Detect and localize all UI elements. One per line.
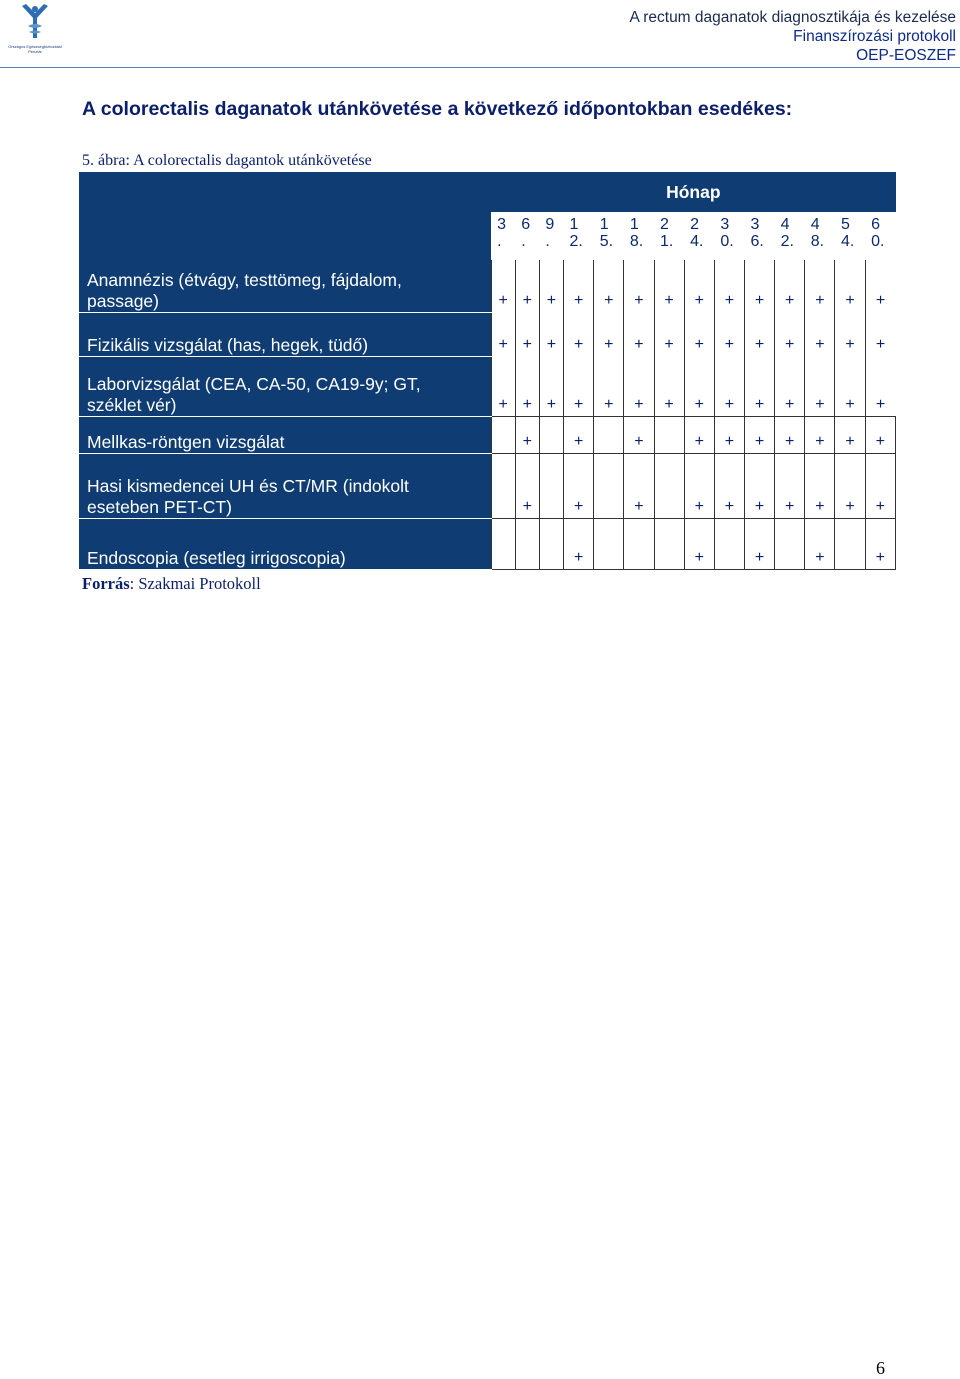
schedule-cell [775, 519, 805, 570]
figure-caption: 5. ábra: A colorectalis dagantok utánkövetése [82, 152, 372, 169]
schedule-cell: + [805, 454, 835, 519]
row-label-line: Anamnézis (étvágy, testtömeg, fájdalom, [87, 269, 402, 290]
table-row [79, 417, 896, 454]
month-header-part: 5 [840, 216, 850, 233]
schedule-cell: + [515, 454, 539, 519]
schedule-cell: + [744, 519, 774, 570]
schedule-cell: + [624, 356, 654, 417]
schedule-cell: + [654, 260, 684, 312]
month-header-part: . [521, 233, 526, 250]
month-header-part: 1 [569, 216, 579, 233]
month-header [684, 212, 714, 260]
schedule-cell [714, 519, 744, 570]
month-header-part: 6 [521, 216, 531, 233]
schedule-cell [594, 417, 624, 454]
schedule-cell: + [564, 312, 594, 356]
schedule-cell: + [775, 356, 805, 417]
month-header-part: 1 [629, 216, 639, 233]
schedule-cell: + [744, 260, 774, 312]
schedule-cell: + [654, 356, 684, 417]
schedule-cell: + [835, 260, 865, 312]
row-label [79, 417, 491, 454]
schedule-cell: + [624, 260, 654, 312]
schedule-cell [654, 454, 684, 519]
month-header-part: 5. [599, 233, 614, 250]
row-label-line: Fizikális vizsgálat (has, hegek, tüdő) [87, 334, 369, 355]
row-label-line: Endoscopia (esetleg irrigoscopia) [87, 548, 346, 568]
schedule-cell [594, 454, 624, 519]
month-header-part: 4. [840, 233, 855, 250]
month-header-part: 6. [750, 233, 764, 250]
month-header-part: 3 [720, 216, 730, 233]
month-header-part: . [545, 233, 550, 250]
source-text: : Szakmai Protokoll [129, 574, 261, 593]
month-header [744, 212, 774, 260]
schedule-cell: + [714, 417, 744, 454]
schedule-cell [835, 519, 865, 570]
schedule-cell: + [865, 417, 895, 454]
month-header-part: 2. [780, 233, 794, 250]
schedule-cell: + [684, 454, 714, 519]
schedule-cell [624, 519, 654, 570]
schedule-cell: + [835, 454, 865, 519]
logo-caption: Országos Egészségbiztosítási Pénztár [8, 44, 62, 54]
month-header-part: 2. [569, 233, 583, 250]
month-header-part: 3 [750, 216, 760, 233]
schedule-cell: + [835, 356, 865, 417]
month-header-part: 4 [810, 216, 820, 233]
month-header-part: 1 [599, 216, 609, 233]
schedule-cell: + [624, 417, 654, 454]
schedule-cell: + [865, 260, 895, 312]
schedule-cell: + [714, 312, 744, 356]
header-divider [0, 67, 960, 68]
schedule-cell: + [714, 356, 744, 417]
header-title: A rectum daganatok diagnosztikája és kezelése [629, 9, 956, 26]
table-row [79, 454, 896, 519]
schedule-cell: + [654, 312, 684, 356]
month-header [564, 212, 594, 260]
header-subtitle: Finanszírozási protokoll [793, 28, 956, 45]
row-label-line: széklet vér) [87, 395, 177, 415]
month-group-header: Hónap [491, 172, 895, 212]
schedule-cell [654, 417, 684, 454]
schedule-cell [491, 519, 515, 570]
page-number: 6 [876, 1358, 885, 1378]
schedule-cell: + [805, 260, 835, 312]
month-header [515, 212, 539, 260]
month-header-part: . [497, 233, 502, 250]
schedule-cell [654, 519, 684, 570]
month-header [594, 212, 624, 260]
schedule-cell: + [594, 356, 624, 417]
schedule-cell: + [744, 454, 774, 519]
document-header [629, 8, 956, 65]
schedule-cell: + [775, 417, 805, 454]
row-label-line: eseteben PET-CT) [87, 497, 232, 517]
section-heading: A colorectalis daganatok utánkövetése a következő időpontokban esedékes: [82, 98, 793, 120]
schedule-cell: + [805, 312, 835, 356]
month-header-part: 1. [660, 233, 674, 250]
month-header-part: 6 [871, 216, 880, 233]
schedule-cell: + [714, 454, 744, 519]
month-header-part: 0. [720, 233, 734, 250]
schedule-cell: + [684, 417, 714, 454]
row-label-line: Laborvizsgálat (CEA, CA-50, CA19-9y; GT, [87, 374, 421, 394]
schedule-cell: + [684, 356, 714, 417]
schedule-cell: + [491, 260, 515, 312]
month-header-part: 2 [660, 216, 669, 233]
month-header-part: 2 [690, 216, 700, 233]
schedule-cell: + [491, 356, 515, 417]
schedule-cell: + [564, 260, 594, 312]
table-row [79, 519, 896, 570]
logo [0, 0, 70, 58]
row-label-line: passage) [87, 290, 159, 311]
month-header [865, 212, 895, 260]
schedule-cell [491, 454, 515, 519]
schedule-cell: + [744, 312, 774, 356]
month-header-part: 8. [629, 233, 644, 250]
schedule-cell: + [564, 454, 594, 519]
schedule-cell: + [865, 519, 895, 570]
month-header [775, 212, 805, 260]
schedule-cell [594, 519, 624, 570]
schedule-cell: + [835, 312, 865, 356]
logo-mark-icon [0, 0, 70, 44]
schedule-cell: + [515, 417, 539, 454]
schedule-cell: + [805, 417, 835, 454]
row-label [79, 260, 491, 312]
month-header [714, 212, 744, 260]
table-row [79, 356, 896, 417]
schedule-cell: + [564, 356, 594, 417]
schedule-cell: + [775, 260, 805, 312]
row-label [79, 312, 491, 356]
schedule-cell: + [684, 312, 714, 356]
schedule-cell: + [865, 454, 895, 519]
schedule-cell: + [865, 312, 895, 356]
schedule-cell: + [865, 356, 895, 417]
month-header [654, 212, 684, 260]
schedule-cell [539, 417, 563, 454]
schedule-cell: + [564, 519, 594, 570]
header-org: OEP-EOSZEF [856, 47, 956, 64]
schedule-cell [539, 519, 563, 570]
source-note [82, 574, 261, 594]
schedule-cell [539, 454, 563, 519]
schedule-cell [515, 519, 539, 570]
month-header [624, 212, 654, 260]
row-label [79, 356, 491, 417]
month-header [491, 212, 515, 260]
row-label [79, 519, 491, 570]
schedule-cell: + [515, 312, 539, 356]
schedule-cell: + [835, 417, 865, 454]
schedule-cell: + [805, 356, 835, 417]
schedule-cell: + [684, 519, 714, 570]
schedule-cell: + [805, 519, 835, 570]
schedule-cell: + [515, 260, 539, 312]
month-header-part: 0. [871, 233, 885, 250]
schedule-cell: + [491, 312, 515, 356]
schedule-cell: + [539, 312, 563, 356]
schedule-cell: + [539, 356, 563, 417]
schedule-cell: + [744, 356, 774, 417]
row-label-line: Mellkas-röntgen vizsgálat [87, 432, 285, 452]
table-row [79, 260, 896, 312]
schedule-cell [491, 417, 515, 454]
schedule-cell: + [594, 260, 624, 312]
schedule-cell: + [515, 356, 539, 417]
schedule-cell: + [684, 260, 714, 312]
month-header-part: 4. [690, 233, 704, 250]
month-header [805, 212, 835, 260]
schedule-cell: + [744, 417, 774, 454]
source-label: Forrás [82, 574, 130, 593]
row-label-line: Hasi kismedencei UH és CT/MR (indokolt [87, 476, 409, 496]
schedule-cell: + [624, 454, 654, 519]
table-body [79, 260, 896, 570]
month-header [539, 212, 563, 260]
schedule-cell: + [594, 312, 624, 356]
schedule-cell: + [714, 260, 744, 312]
month-header-part: 4 [780, 216, 790, 233]
schedule-cell: + [539, 260, 563, 312]
month-header [835, 212, 865, 260]
schedule-cell: + [564, 417, 594, 454]
row-label [79, 454, 491, 519]
table-corner [79, 172, 491, 260]
schedule-cell: + [624, 312, 654, 356]
month-header-part: 3 [497, 216, 507, 233]
month-header-part: 8. [810, 233, 825, 250]
schedule-cell: + [775, 454, 805, 519]
table-row [79, 312, 896, 356]
month-header-part: 9 [545, 216, 555, 233]
follow-up-table [79, 172, 896, 570]
schedule-cell: + [775, 312, 805, 356]
